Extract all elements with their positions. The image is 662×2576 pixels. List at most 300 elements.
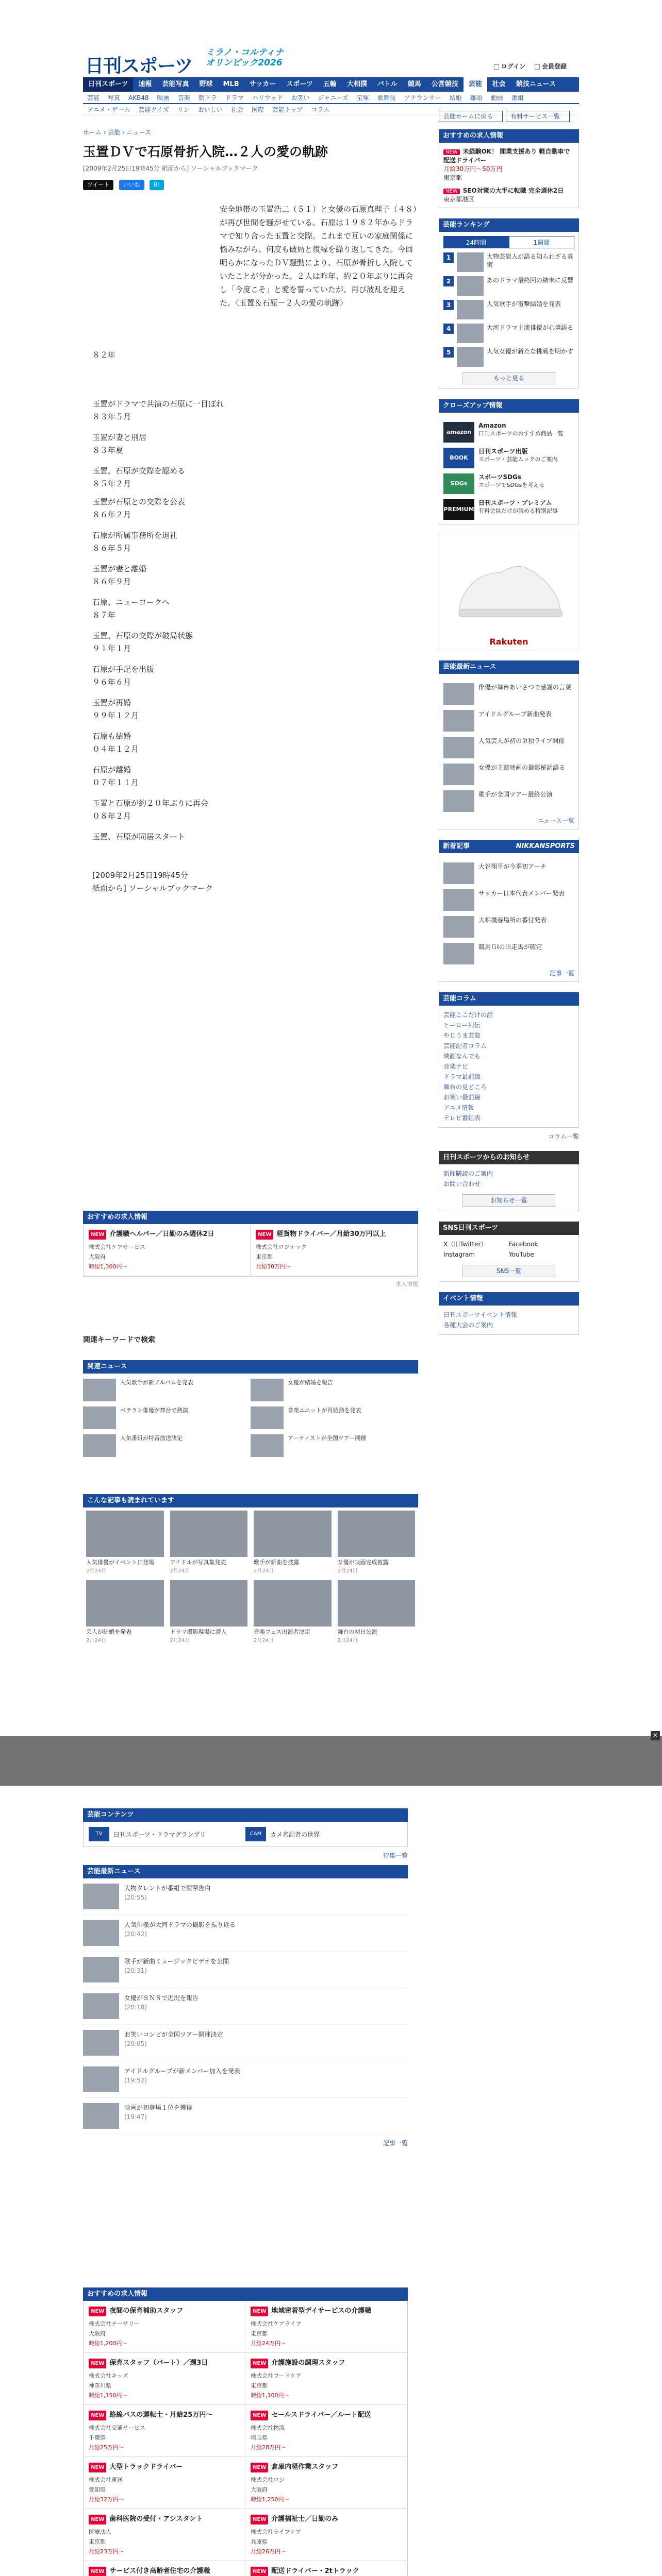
latest-text — [124, 2030, 223, 2056]
nikkan-news[interactable] — [443, 862, 574, 884]
job-location: 東京都 — [251, 2330, 268, 2337]
closeup-text — [478, 422, 564, 443]
content-more-link[interactable]: 特集一覧 — [383, 1852, 408, 1859]
tab-24h[interactable]: 24時間 — [443, 236, 509, 248]
sns-title: SNS日刊スポーツ — [439, 1222, 579, 1235]
content-title: 芸能コンテンツ — [83, 1808, 408, 1822]
nav-item[interactable]: 野球 — [199, 80, 213, 88]
paid-services-button[interactable]: 有料サービス一覧 — [506, 111, 570, 122]
closeup-logo: amazon — [443, 422, 474, 443]
latest-more-link[interactable]: 記事一覧 — [383, 2140, 408, 2147]
closeup-widget — [439, 399, 579, 524]
subnav-item[interactable]: ドラマ — [225, 94, 244, 101]
sidebar-news[interactable] — [443, 790, 574, 812]
latest-title: 芸能最新ニュース — [83, 1865, 408, 1878]
column-title: 芸能コラム — [439, 992, 579, 1006]
photo-card[interactable] — [335, 1507, 419, 1577]
job-title — [89, 2358, 240, 2368]
timeline-line: 玉置が石原との交際を公表 — [92, 497, 186, 506]
site-logo[interactable]: 日刊スポーツ — [85, 55, 193, 77]
job-title-text: 介護福祉士／日勤のみ — [271, 2515, 339, 2523]
column-link[interactable]: やじうま芸能 — [443, 1032, 481, 1039]
nikkan-news[interactable] — [443, 916, 574, 938]
job-company: 株式会社物流 — [251, 2425, 285, 2431]
photo-thumbnail — [338, 1580, 416, 1626]
closeup-text — [478, 448, 557, 468]
sidebar-news-text: 人気芸人が初の単独ライブ開催 — [478, 737, 565, 744]
subnav-item[interactable]: AKB48 — [128, 94, 149, 101]
ranking-widget — [439, 218, 579, 389]
subnav-item[interactable]: ジャニーズ — [318, 94, 349, 101]
job-company: 株式会社ロジ — [251, 2477, 285, 2483]
subnav-item[interactable]: 朝ドラ — [198, 94, 217, 101]
photo-date: 2月24日 — [170, 1638, 190, 1643]
job-company: 株式会社ナーサリー — [89, 2320, 140, 2327]
nav-item[interactable]: 大相撲 — [346, 80, 367, 88]
subnav-item[interactable]: 写真 — [108, 94, 121, 101]
job-salary: 時給1,200円～ — [89, 2340, 128, 2347]
subnav-item[interactable]: 結婚 — [449, 94, 462, 101]
photo-caption: 舞台の初日公演 — [337, 1629, 377, 1635]
related-text: 人気番組が特番放送決定 — [120, 1435, 183, 1442]
photo-date: 2月24日 — [337, 1568, 358, 1574]
drama-icon: TV — [89, 1827, 109, 1841]
sidebar-news[interactable] — [443, 710, 574, 732]
job-card[interactable] — [245, 2353, 407, 2405]
nav-item[interactable]: 競技ニュース — [516, 80, 556, 88]
sns-more-button[interactable]: SNS一覧 — [462, 1265, 555, 1277]
related-item[interactable] — [83, 1406, 251, 1429]
closeup-item[interactable] — [443, 473, 574, 494]
job-title-text: 介護施設の調理スタッフ — [271, 2359, 345, 2367]
ranking-item[interactable] — [443, 300, 574, 319]
job-location: 東京都 — [251, 2382, 268, 2389]
job-location: 大阪府 — [89, 2330, 106, 2337]
like-button[interactable]: いいね — [119, 180, 144, 190]
job-salary: 月給32万円～ — [89, 2496, 124, 2503]
latest-thumbnail — [83, 1920, 119, 1946]
sidebar-news[interactable] — [443, 764, 574, 785]
job-title-text: 地域密着型デイサービスの介護職 — [271, 2307, 372, 2315]
register-link[interactable]: 会員登録 — [535, 63, 567, 70]
ranking-item[interactable] — [443, 347, 574, 367]
subnav-item[interactable]: 芸能 — [87, 94, 100, 101]
new-badge: NEW — [251, 2307, 268, 2316]
rank-number: 4 — [443, 324, 454, 334]
job-location: 千葉県 — [89, 2434, 106, 2441]
ad-banner[interactable] — [439, 532, 579, 650]
nikkan-news[interactable] — [443, 889, 574, 911]
latest-news-item[interactable] — [83, 1915, 408, 1952]
closeup-text — [478, 499, 558, 520]
timeline-line: 石原が離婚 — [92, 765, 131, 774]
column-link[interactable]: ヒーロー列伝 — [443, 1022, 481, 1029]
nav-item[interactable]: サッカー — [249, 80, 276, 88]
photo-caption: 女優が映画完成披露 — [337, 1559, 389, 1566]
timeline-line: ０８年２月 — [92, 811, 131, 821]
job-title-text: 倉庫内軽作業スタッフ — [271, 2463, 339, 2471]
timeline-line: 石原が手記を出版 — [92, 665, 155, 674]
new-badge: NEW — [251, 2411, 268, 2420]
job-title-text: 路線バスの運転士・月給25万円～ — [109, 2411, 213, 2419]
new-badge: NEW — [89, 2411, 106, 2420]
latest-news-item[interactable] — [83, 1952, 408, 1988]
column-list-link[interactable]: コラム一覧 — [548, 1133, 579, 1140]
job-company: 株式会社ケアライフ — [251, 2320, 302, 2327]
nav-item[interactable]: 公営競技 — [431, 80, 458, 88]
notice-item[interactable]: 新聞購読のご案内 — [443, 1170, 493, 1177]
ranking-item[interactable] — [443, 252, 574, 272]
subnav-item[interactable]: 映画 — [157, 94, 170, 101]
latest-news-item[interactable] — [83, 2025, 408, 2061]
rank-thumbnail — [457, 276, 484, 296]
job-card[interactable] — [84, 2509, 245, 2561]
subnav2-item[interactable]: おいしい — [197, 106, 223, 113]
photo-caption: 人気俳優がイベントに登場 — [86, 1559, 154, 1566]
subnav2-item[interactable]: 芸能クイズ — [138, 106, 169, 113]
photo-card[interactable] — [167, 1507, 251, 1577]
latest-text — [124, 1884, 211, 1909]
timeline-line: ９６年６月 — [92, 677, 131, 687]
new-badge: NEW — [89, 2567, 106, 2576]
latest-news-item[interactable] — [83, 1878, 408, 1915]
olympic-banner-line-1: ミラノ・コルティナ — [206, 47, 284, 58]
job-title — [251, 2358, 402, 2368]
nikkan-list-link[interactable]: 記事一覧 — [549, 970, 574, 977]
tweet-button[interactable]: ツイート — [83, 180, 113, 190]
closeup-desc: スポーツ・芸能ムックのご案内 — [478, 456, 558, 463]
rakuten-logo: Rakuten — [489, 637, 528, 647]
timeline-line: 石原、ニューヨークへ — [92, 598, 170, 607]
jobs-section — [83, 1211, 418, 1288]
closeup-item[interactable] — [443, 499, 574, 520]
job-salary: 時給1,150円～ — [89, 2392, 128, 2399]
photo-date: 2月24日 — [86, 1638, 107, 1643]
rank-thumbnail — [457, 324, 484, 343]
category-subnav — [83, 92, 579, 104]
nav-item[interactable]: 日刊スポーツ — [83, 77, 133, 92]
olympic-banner[interactable] — [206, 47, 284, 68]
column-link[interactable]: ドラマ最前線 — [443, 1073, 481, 1080]
column-link[interactable]: 芸能記者コラム — [443, 1042, 487, 1049]
job-salary: 時給1,100円～ — [251, 2392, 290, 2399]
job-card[interactable] — [84, 2457, 245, 2509]
job-company: 株式会社ロジテック — [256, 1244, 307, 1250]
subnav2-item[interactable]: 国際 — [251, 106, 264, 113]
nikkan-news-thumbnail — [443, 943, 474, 964]
photo-caption: 芸人が結婚を発表 — [86, 1629, 131, 1635]
job-location: 大阪府 — [251, 2486, 268, 2493]
photo-section-title: こんな記事も読まれています — [83, 1494, 418, 1507]
rank-thumbnail — [457, 300, 484, 319]
photo-caption: 音楽フェス出演者決定 — [254, 1629, 310, 1635]
nikkan-news-text: サッカー日本代表メンバー発表 — [478, 890, 565, 897]
subnav2-item[interactable]: コラム — [311, 106, 330, 113]
new-badge: NEW — [256, 1230, 273, 1240]
closeup-item[interactable] — [443, 448, 574, 468]
subnav-item[interactable]: お笑い — [291, 94, 310, 101]
closeup-title: Amazon — [478, 422, 506, 429]
related-item[interactable] — [83, 1379, 251, 1401]
latest-section — [83, 1865, 408, 2147]
notice-item[interactable]: お問い合わせ — [443, 1180, 481, 1188]
subnav-item[interactable]: 音楽 — [177, 94, 190, 101]
sidebar-jobs-title: おすすめの求人情報 — [439, 129, 579, 143]
related-item[interactable] — [251, 1379, 418, 1401]
column-link[interactable]: 舞台の見どころ — [443, 1083, 487, 1091]
timeline-line: ８２年 — [92, 350, 116, 360]
sneaker-image — [439, 532, 578, 635]
subnav2-item[interactable]: 社会 — [230, 106, 243, 113]
subnav-item[interactable]: 離婚 — [470, 94, 483, 101]
related-text: アーティストが全国ツアー開催 — [288, 1435, 367, 1442]
main-nav — [83, 77, 579, 92]
photo-card[interactable] — [251, 1577, 335, 1647]
subnav-item[interactable]: 宝塚 — [356, 94, 369, 101]
timeline-line: 玉置、石原が交際を認める — [92, 466, 186, 476]
login-link[interactable]: ログイン — [494, 63, 525, 70]
new-badge: NEW — [251, 2463, 268, 2472]
subnav2-item[interactable]: アニメ・ゲーム — [87, 106, 130, 113]
latest-news-item[interactable] — [83, 1988, 408, 2025]
closeup-title: スポーツSDGs — [478, 473, 522, 481]
nav-item[interactable]: 社会 — [492, 80, 506, 88]
timeline-line: ９１年１月 — [92, 644, 131, 653]
photo-card[interactable] — [83, 1577, 167, 1647]
sns-instagram-link[interactable]: Instagram — [443, 1251, 475, 1258]
job-salary: 月給28万円～ — [251, 2444, 286, 2451]
tab-1week[interactable]: 1週間 — [509, 236, 574, 248]
subnav-item[interactable]: アナウンサー — [404, 94, 441, 101]
subnav-item[interactable]: ハリウッド — [252, 94, 283, 101]
photo-card[interactable] — [167, 1577, 251, 1647]
subnav2-item[interactable]: リン — [177, 106, 190, 113]
latest-news-item[interactable] — [83, 2098, 408, 2134]
subnav-item[interactable]: 動画 — [490, 94, 503, 101]
sns-facebook-link[interactable]: Facebook — [509, 1241, 538, 1248]
related-item[interactable] — [251, 1434, 418, 1457]
rank-number: 1 — [443, 252, 454, 263]
related-text: 人気歌手が新アルバムを発表 — [120, 1379, 193, 1386]
job-company: 株式会社運送 — [89, 2477, 123, 2483]
content-camera-reporter[interactable]: CAM カメ名記者の世界 — [245, 1827, 402, 1841]
photo-thumbnail — [170, 1511, 248, 1557]
job-title-text: 夜間の保育補助スタッフ — [109, 2307, 184, 2315]
jobs-section-title: おすすめの求人情報 — [83, 1211, 418, 1224]
timeline-line: 石原も結婚 — [92, 732, 131, 741]
column-link[interactable]: 映画なんでも — [443, 1053, 481, 1060]
job-card[interactable] — [84, 2561, 245, 2576]
column-link[interactable]: アニメ情報 — [443, 1104, 474, 1111]
article-footer-date: [2009年2月25日19時45分 — [92, 871, 188, 880]
timeline-line: ８６年２月 — [92, 510, 131, 519]
sidebar-job-2[interactable]: NEW SEO対策の大手に転職 完全週休2日 東京都港区 — [443, 187, 564, 203]
sidebar-news-text: 俳優が舞台あいさつで感謝の言葉 — [478, 684, 572, 691]
jobs-ad-label: 求人情報 — [395, 1281, 418, 1287]
related-thumbnail — [251, 1434, 284, 1457]
nikkan-news-text: 競馬ＧⅠの出走馬が確定 — [478, 943, 542, 951]
related-text: 音楽ユニットが再始動を発表 — [288, 1407, 361, 1414]
timeline-line: ８６年５月 — [92, 544, 131, 553]
latest-headline: 大物タレントが番組で衝撃告白 — [124, 1885, 211, 1892]
related-thumbnail — [83, 1379, 116, 1401]
article-photo-area — [83, 205, 213, 401]
job-card[interactable] — [84, 2301, 245, 2353]
job-salary: 時給1,300円～ — [89, 1263, 128, 1270]
news-list-link[interactable]: ニュース一覧 — [537, 817, 574, 824]
nav-item[interactable]: スポーツ — [286, 80, 313, 88]
nav-item[interactable]: 速報 — [138, 80, 152, 88]
closeup-item[interactable] — [443, 422, 574, 443]
site-header — [83, 0, 579, 77]
related-item[interactable] — [251, 1406, 418, 1429]
job-title-text: 歯科医院の受付・アシスタント — [109, 2515, 203, 2523]
nav-item[interactable]: 芸能写真 — [162, 80, 189, 88]
timeline-line: ８６年９月 — [92, 577, 131, 586]
nikkan-news-thumbnail — [443, 862, 474, 884]
job-card[interactable] — [84, 2405, 245, 2457]
keyword-title: 関連キーワードで検索 — [83, 1336, 155, 1344]
job-title — [256, 1229, 412, 1240]
share-bar — [83, 180, 418, 191]
column-widget — [439, 992, 579, 1141]
photo-thumbnail — [254, 1580, 332, 1626]
job-card[interactable] — [245, 2509, 407, 2561]
sidebar-news[interactable] — [443, 683, 574, 705]
ranking-title: 芸能ランキング — [439, 218, 579, 232]
sidebar-news[interactable] — [443, 737, 574, 758]
nikkan-title: 新着記事 — [443, 842, 470, 850]
breadcrumb[interactable]: ホーム › 芸能 › ニュース — [83, 129, 152, 136]
timeline-line: ８５年２月 — [92, 479, 131, 488]
sidebar-news-thumbnail — [443, 790, 474, 812]
latest-headline: 女優がＳＮＳで近況を報告 — [124, 1994, 199, 2002]
job-salary: 時給1,250円～ — [251, 2496, 290, 2503]
column-link[interactable]: 芸能ここだけの話 — [443, 1011, 493, 1019]
entertainment-home-button[interactable]: 芸能ホームに戻る — [439, 111, 503, 122]
nav-item[interactable]: バトル — [377, 80, 398, 88]
latest-news-item[interactable] — [83, 2061, 408, 2098]
job-location: 東京都 — [256, 1253, 273, 1260]
sns-x-link[interactable]: X（旧Twitter） — [443, 1241, 487, 1248]
job-salary: 月給24万円～ — [251, 2340, 286, 2347]
subnav2-item[interactable]: 芸能トップ — [272, 106, 303, 113]
rank-number: 2 — [443, 276, 454, 286]
new-badge: NEW — [89, 2307, 106, 2316]
job-card[interactable] — [245, 2457, 407, 2509]
job-card[interactable] — [251, 1224, 418, 1276]
closeup-title: 日刊スポーツ出版 — [478, 448, 528, 455]
timeline-line: ９９年１２月 — [92, 711, 139, 720]
subnav-item[interactable]: 番組 — [511, 94, 524, 101]
job-card[interactable] — [84, 1224, 251, 1276]
column-link[interactable]: 音楽ナビ — [443, 1063, 469, 1070]
account-links — [487, 62, 567, 71]
latest-news-widget — [439, 660, 579, 829]
register-icon — [535, 64, 540, 70]
photo-thumbnail — [338, 1511, 416, 1557]
timeline-line: 玉置、石原が同居スタート — [92, 832, 186, 841]
latest-text — [124, 2103, 192, 2129]
event-item[interactable]: 日刊スポーツイベント情報 — [443, 1311, 517, 1318]
article-main — [83, 128, 418, 978]
nav-item[interactable]: MLB — [223, 80, 239, 88]
job-title — [89, 2306, 240, 2316]
job-salary: 月給26万円～ — [251, 2548, 286, 2555]
job-card[interactable] — [245, 2301, 407, 2353]
related-item[interactable] — [83, 1434, 251, 1457]
photo-card[interactable] — [251, 1507, 335, 1577]
content-section — [83, 1808, 408, 1860]
notice-more-button[interactable]: お知らせ一覧 — [462, 1194, 555, 1207]
photo-card[interactable] — [83, 1507, 167, 1577]
subnav-item[interactable]: 歌舞伎 — [377, 94, 396, 101]
rank-number: 5 — [443, 347, 454, 358]
latest-news-title: 芸能最新ニュース — [439, 660, 579, 674]
closeup-logo: PREMIUM — [443, 499, 474, 520]
event-item[interactable]: 各種大会のご案内 — [443, 1321, 493, 1329]
timeline-line: 玉置、石原の交際が破局状態 — [92, 631, 193, 640]
latest-time: (19:52) — [124, 2077, 147, 2084]
nav-item[interactable]: 競馬 — [407, 80, 421, 88]
olympic-banner-line-2: オリンピック2026 — [206, 58, 283, 68]
job-location: 神奈川県 — [89, 2382, 111, 2389]
jobs2-section — [83, 2287, 408, 2576]
job-location: 愛知県 — [89, 2486, 106, 2493]
nikkan-news[interactable] — [443, 943, 574, 964]
sidebar-job-1[interactable]: NEW 未経験OK！ 開業支援あり 軽自動車で配送ドライバー 月給30万円～50万円 東京都 — [443, 148, 570, 181]
ranking-more-button[interactable]: もっと見る — [462, 372, 555, 384]
latest-headline: 人気俳優が大河ドラマの撮影を振り返る — [124, 1921, 236, 1928]
latest-headline: 映画が初登場１位を獲得 — [124, 2104, 193, 2111]
timeline-line: ８３年５月 — [92, 412, 131, 421]
nav-item[interactable]: 芸能 — [464, 77, 487, 92]
related-thumbnail — [251, 1379, 284, 1401]
content-drama-grandprix[interactable]: TV 日刊スポーツ・ドラマグランプリ — [89, 1827, 245, 1841]
camera-icon: CAM — [245, 1827, 266, 1841]
job-title — [89, 1229, 245, 1240]
latest-time: (20:55) — [124, 1894, 147, 1901]
photo-card[interactable] — [335, 1577, 419, 1647]
closeup-logo: SDGs — [443, 473, 474, 494]
job-card[interactable] — [84, 2353, 245, 2405]
nav-item[interactable]: 五輪 — [323, 80, 337, 88]
column-link[interactable]: お笑い最前線 — [443, 1094, 481, 1101]
latest-headline: お笑いコンビが全国ツアー開催決定 — [124, 2031, 223, 2038]
related-text: ベテラン俳優が舞台で熱演 — [120, 1407, 188, 1414]
job-salary: 月給23万円～ — [89, 2548, 124, 2555]
timeline-line: 玉置が再婚 — [92, 698, 131, 707]
job-title — [251, 2462, 402, 2472]
hatena-button[interactable]: B! — [150, 180, 164, 190]
article-intro: 安全地帯の玉置浩二（５１）と女優の石原真理子（４８）が再び世間を騒がせている。石原は１９８２年からドラマで知り合った玉置と交際。これまで互いの家庭関係に悩みながら、何度も破局と復縁を繰り返してきた。今回明らかになったＤＶ騒動により、石原が骨折し入院していたことが分かった。２人は昨年、約２０年ぶりに再会し「今度こそ」と愛を誓っていたが、再び波乱を迎えた。〈玉置＆石原－２人の愛の軌跡〉 — [220, 205, 417, 308]
close-icon[interactable]: × — [651, 1731, 660, 1740]
job-card[interactable] — [245, 2561, 407, 2576]
new-badge: NEW — [251, 2359, 268, 2368]
photo-section — [83, 1494, 418, 1647]
latest-thumbnail — [83, 2030, 119, 2056]
column-link[interactable]: テレビ番組表 — [443, 1114, 481, 1122]
latest-thumbnail — [83, 2066, 119, 2092]
nikkan-news-thumbnail — [443, 916, 474, 938]
job-card[interactable] — [245, 2405, 407, 2457]
timeline-line: 玉置がドラマで共演の石原に一目ぼれ — [92, 399, 224, 409]
sns-youtube-link[interactable]: YouTube — [509, 1251, 534, 1258]
job-location: 大阪府 — [89, 1253, 106, 1260]
ranking-item[interactable] — [443, 324, 574, 343]
ranking-item[interactable] — [443, 276, 574, 296]
latest-time: (19:47) — [124, 2113, 147, 2121]
